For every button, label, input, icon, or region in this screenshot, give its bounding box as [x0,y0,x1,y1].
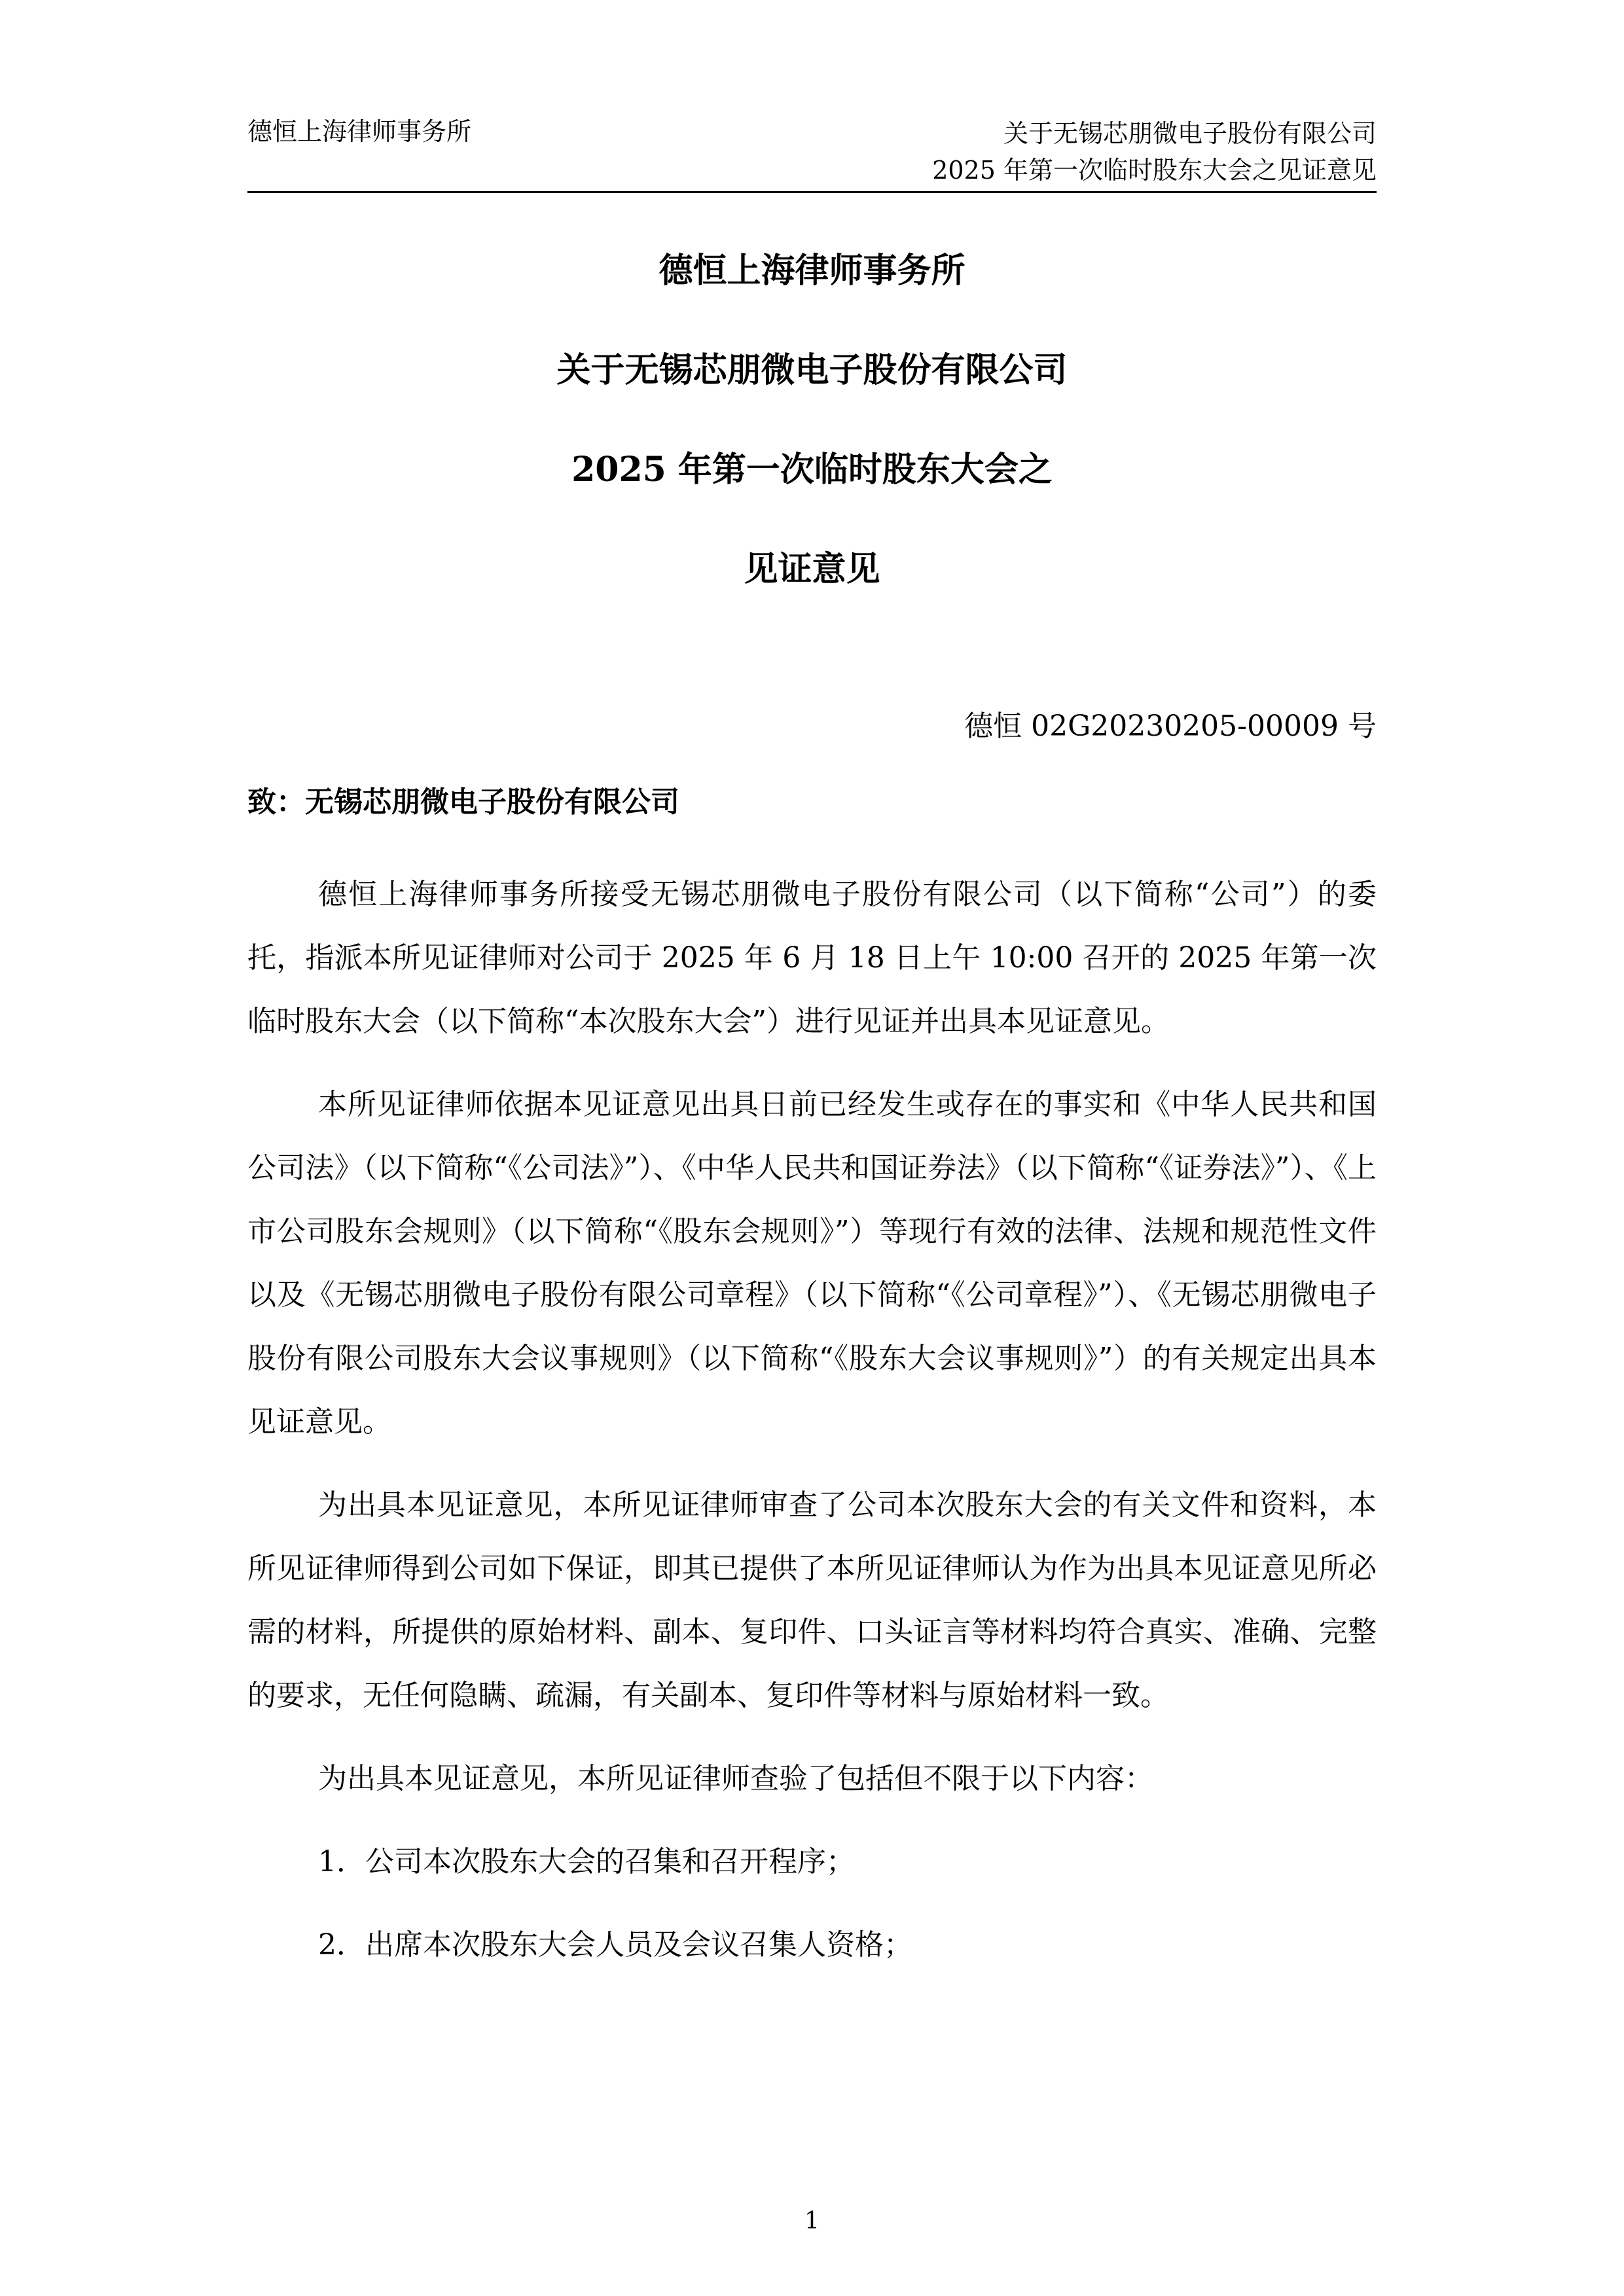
paragraph-legal-basis: 本所见证律师依据本见证意见出具日前已经发生或存在的事实和《中华人民共和国公司法》（以下简称“《公司法》”）、《中华人民共和国证券法》（以下简称“《证券法》”）、《上市公司股东会规则》（以下简称“《股东会规则》”）等现行有效的法律、法规和规范性文件以及《无锡芯朋微电子股份有限公司章程》（以下简称“《公司章程》”）、《无锡芯朋微电子股份有限公司股东大会议事规则》（以下简称“《股东大会议事规则》”）的有关规定出具本见证意见。 [247,1088,1377,1439]
page-number: 1 [804,2208,820,2234]
title-line-1: 德恒上海律师事务所 [659,251,965,291]
title-line-4: 见证意见 [744,549,880,589]
title-line-3: 2025 年第一次临时股东大会之 [571,450,1053,490]
body-text [247,863,1377,1996]
header-firm-name: 德恒上海律师事务所 [247,117,472,146]
list-item: 2．出席本次股东大会人员及会议召集人资格； [318,1928,912,1962]
title-line-2: 关于无锡芯朋微电子股份有限公司 [556,350,1068,390]
header-document-title [932,115,1377,188]
paragraph-engagement: 德恒上海律师事务所接受无锡芯朋微电子股份有限公司（以下简称“公司”）的委托，指派本所见证律师对公司于 2025 年 6 月 18 日上午 10:00 召开的 2025 年第一次临时股东大会（以下简称“本次股东大会”）进行见证并出具本见证意见。 [247,878,1377,1038]
header-title-line-1: 关于无锡芯朋微电子股份有限公司 [1003,119,1377,148]
header-divider [247,191,1377,193]
document-number: 德恒 02G20230205-00009 号 [964,709,1377,743]
list-item: 1．公司本次股东大会的召集和召开程序； [318,1845,855,1878]
addressee: 致：无锡芯朋微电子股份有限公司 [247,785,679,819]
paragraph-review-assurance: 为出具本见证意见，本所见证律师审查了公司本次股东大会的有关文件和资料，本所见证律师得到公司如下保证，即其已提供了本所见证律师认为作为出具本见证意见所必需的材料，所提供的原始材料、副本、复印件、口头证言等材料均符合真实、准确、完整的要求，无任何隐瞒、疏漏，有关副本、复印件等材料与原始材料一致。 [247,1488,1377,1712]
header-title-line-2: 2025 年第一次临时股东大会之见证意见 [932,156,1377,185]
paragraph-scope-intro: 为出具本见证意见，本所见证律师查验了包括但不限于以下内容： [318,1762,1153,1795]
